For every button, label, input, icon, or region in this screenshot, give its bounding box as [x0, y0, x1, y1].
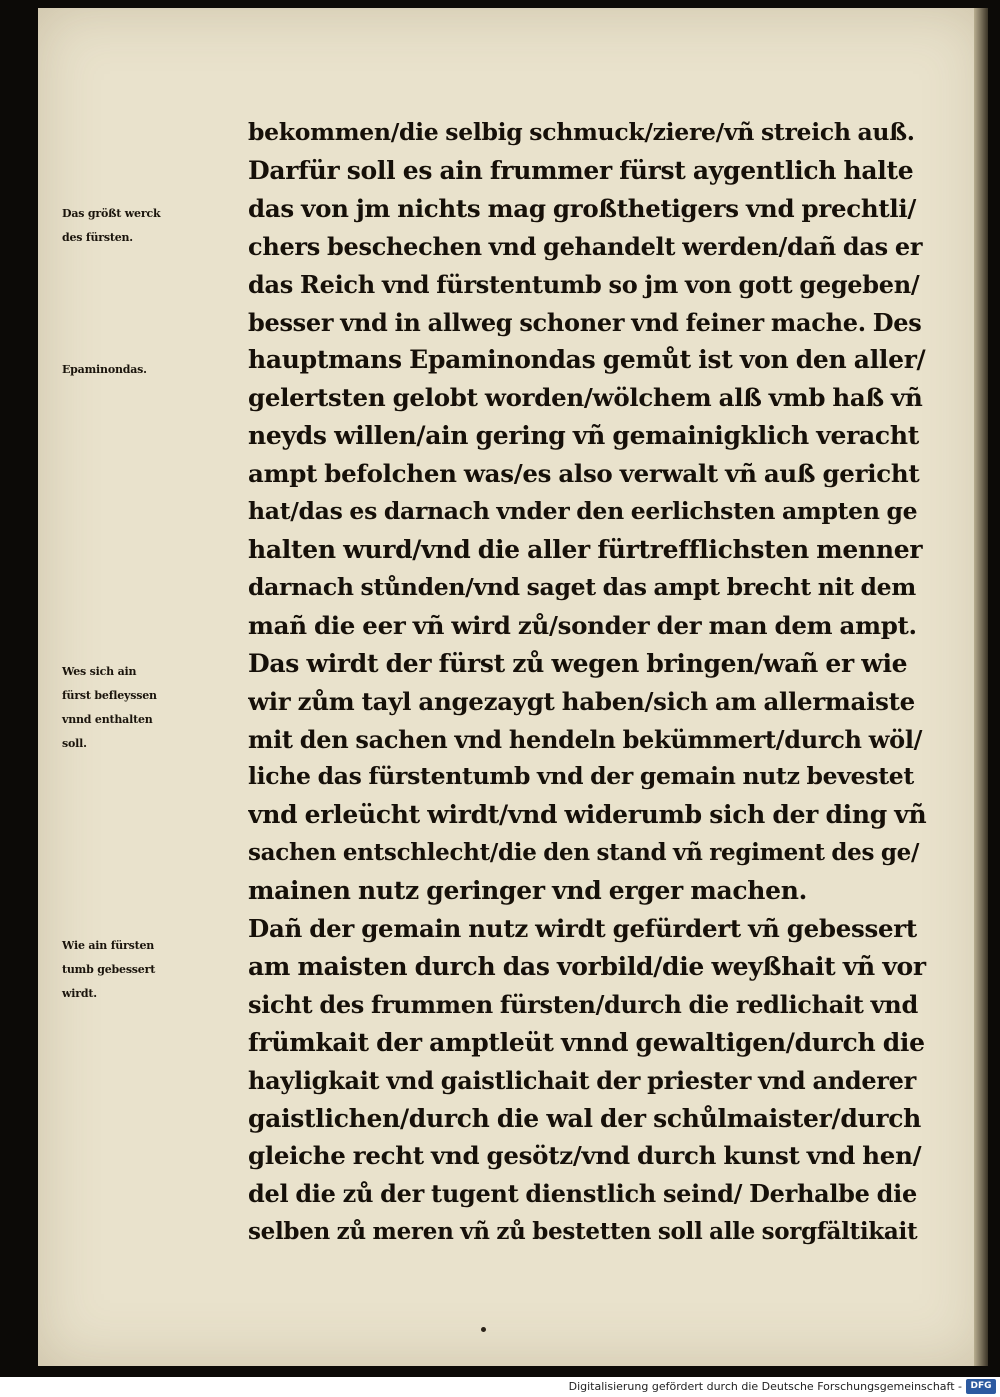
margin-note-line: tumb gebessert — [62, 963, 156, 976]
funding-credit: Digitalisierung gefördert durch die Deutsche Forschungsgemeinschaft - — [568, 1380, 962, 1393]
margin-note-epaminondas — [62, 358, 248, 382]
margin-note-line: des fürsten. — [62, 231, 133, 244]
text-line: mit den sachen vnd hendeln bekümmert/durch wöl/ — [248, 724, 923, 754]
footer-bar — [0, 1377, 1000, 1397]
margin-note-line: Das größt werck — [62, 207, 161, 220]
ink-dot — [481, 1327, 486, 1332]
text-line: ampt befolchen was/es also verwalt vñ auß gericht — [248, 459, 920, 489]
text-line: del die zů der tugent dienstlich seind/ Derhalbe die — [248, 1179, 917, 1209]
margin-note-line: wirdt. — [62, 987, 97, 1000]
text-line: am maisten durch das vorbild/die weyßhait vñ vor — [248, 951, 926, 981]
text-line: bekommen/die selbig schmuck/ziere/vñ streich auß. — [248, 118, 915, 146]
text-line: hayligkait vnd gaistlichait der priester vnd anderer — [248, 1065, 916, 1095]
text-line: vnd erleücht wirdt/vnd widerumb sich der ding vñ — [248, 800, 927, 830]
margin-note-prince-duties — [62, 660, 248, 756]
margin-note-line: vnnd enthalten — [62, 713, 153, 726]
margin-note-line: soll. — [62, 737, 87, 750]
text-line: besser vnd in allweg schoner vnd feiner mache. Des — [248, 307, 922, 337]
text-line: wir zům tayl angezaygt haben/sich am allermaiste — [248, 686, 915, 716]
margin-note-line: Epaminondas. — [62, 363, 147, 376]
dfg-logo: DFG — [966, 1379, 996, 1394]
page-edge — [974, 8, 988, 1366]
text-line: chers beschechen vnd gehandelt werden/dañ das er — [248, 231, 923, 261]
text-line: halten wurd/vnd die aller fürtrefflichsten menner — [248, 534, 923, 564]
text-line: mainen nutz geringer vnd erger machen. — [248, 876, 808, 906]
text-line: Das wirdt der fürst zů wegen bringen/wañ er wie — [248, 648, 908, 678]
text-line: gaistlichen/durch die wal der schůlmaister/durch — [248, 1103, 922, 1133]
margin-note-line: Wes sich ain — [62, 665, 137, 678]
text-line: sachen entschlecht/die den stand vñ regiment des ge/ — [248, 839, 920, 867]
text-line: Darfür soll es ain frummer fürst aygentlich halte — [248, 155, 914, 185]
text-line: gelertsten gelobt worden/wölchem alß vmb haß vñ — [248, 383, 923, 413]
text-line: neyds willen/ain gering vñ gemainigklich veracht — [248, 421, 919, 451]
text-line: Dañ der gemain nutz wirdt gefürdert vñ gebessert — [248, 914, 917, 944]
margin-note-greatest-work — [62, 202, 248, 250]
text-line: selben zů meren vñ zů bestetten soll alle sorgfältikait — [248, 1218, 918, 1246]
text-line: darnach stůnden/vnd saget das ampt brecht nit dem — [248, 572, 916, 601]
text-line: sicht des frummen fürsten/durch die redlichait vnd — [248, 989, 918, 1019]
text-line: das von jm nichts mag großthetigers vnd prechtli/ — [248, 193, 917, 223]
margin-note-principality-improved — [62, 934, 248, 1006]
text-line: mañ die eer vñ wird zů/sonder der man dem ampt. — [248, 610, 917, 640]
text-line: hat/das es darnach vnder den eerlichsten ampten ge — [248, 497, 918, 526]
margin-note-line: Wie ain fürsten — [62, 939, 155, 952]
text-line: das Reich vnd fürstentumb so jm von gott gegeben/ — [248, 269, 920, 299]
margin-note-line: fürst befleyssen — [62, 689, 157, 702]
main-text-block — [248, 114, 928, 1251]
text-line: frümkait der amptleüt vnnd gewaltigen/durch die — [248, 1027, 925, 1057]
text-line: hauptmans Epaminondas gemůt ist von den aller/ — [248, 345, 926, 375]
text-line: liche das fürstentumb vnd der gemain nutz bevestet — [248, 762, 914, 791]
text-line: gleiche recht vnd gesötz/vnd durch kunst vnd hen/ — [248, 1141, 922, 1171]
